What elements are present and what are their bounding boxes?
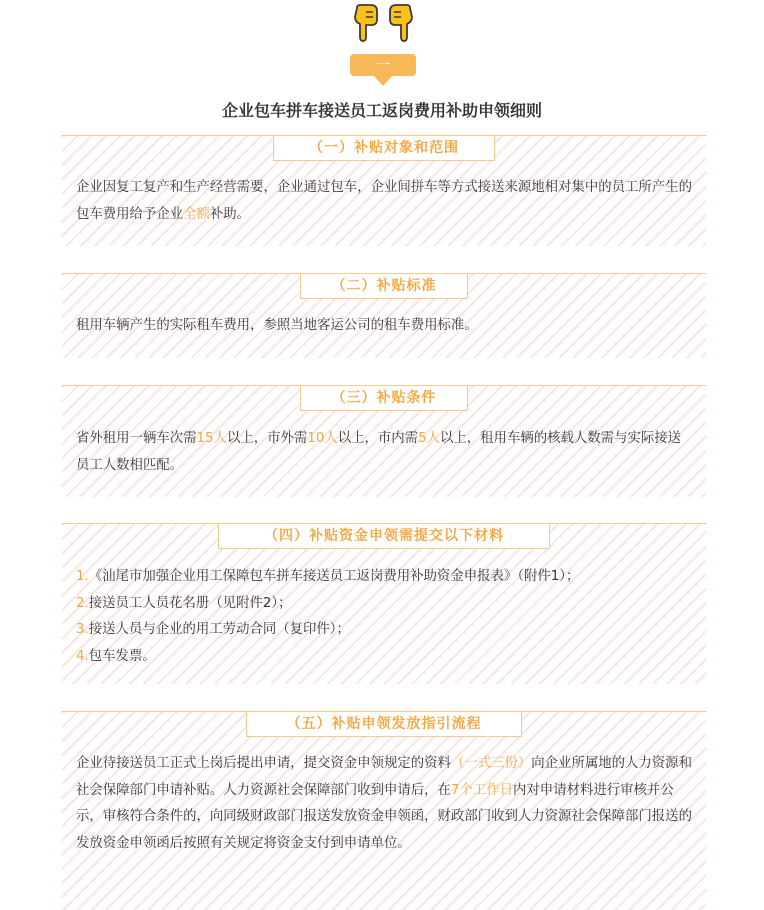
header-icons	[0, 4, 764, 44]
body-text-run: 企业待接送员工正式上岗后提出申请，提交资金申领规定的资料	[76, 756, 451, 771]
section-subsidy-standard	[62, 273, 706, 358]
section-body	[76, 426, 692, 479]
section-body	[76, 175, 692, 228]
section-subsidy-scope	[62, 135, 706, 246]
pointing-down-hand-icon	[351, 4, 381, 42]
section-body	[76, 751, 692, 857]
section-number-badge: 一	[350, 54, 416, 76]
body-text-run: 内对申请材料进行审核并公示，审核符合条件的，向同级财政部门报送发放资金申领函，财政部门收到人力资源社会保障部门报送的发放资金申领函后按照有关规定将资金支付到申请单位。	[76, 782, 692, 851]
list-item: 1.《汕尾市加强企业用工保障包车拼车接送员工返岗费用补助资金申报表》（附件1）；	[76, 569, 580, 584]
body-text-run: 租用车辆产生的实际租车费用，参照当地客运公司的租车费用标准。	[76, 318, 478, 333]
section-heading: （三）补贴条件	[300, 385, 468, 411]
highlight-text: （一式三份）	[450, 756, 532, 771]
section-heading: （四）补贴资金申领需提交以下材料	[218, 523, 550, 549]
section-body	[76, 313, 692, 340]
body-text-run: 以上，租用车辆的核载人数需与实际接送员工人数相匹配。	[76, 431, 682, 473]
highlight-text: 全额	[183, 206, 210, 222]
section-heading: （一）补贴对象和范围	[273, 135, 495, 161]
highlight-text: 15人	[196, 431, 227, 446]
section-heading: （五）补贴申领发放指引流程	[246, 711, 522, 737]
badge-pointer	[374, 76, 392, 86]
section-subsidy-conditions	[62, 385, 706, 497]
section-heading: （二）补贴标准	[300, 273, 468, 299]
body-text-run: 向企业所属地的人力资源和社会保障部门申请补贴。人力资源社会保障部门收到申请后，在	[76, 756, 692, 798]
list-item: 2.接送员工人员花名册（见附件2）；	[76, 595, 292, 611]
list-item: 3.接送人员与企业的用工劳动合同（复印件）；	[76, 622, 350, 637]
body-text-run: 补助。	[209, 206, 251, 222]
list-item: 4.包车发票。	[76, 648, 156, 664]
body-text-run: 以上，市内需	[337, 431, 419, 446]
body-text-run: 省外租用一辆车次需	[76, 431, 197, 446]
highlight-text: 7个工作日	[450, 782, 514, 798]
highlight-text: 5人	[418, 431, 440, 446]
body-text-run: 以上，市外需	[226, 431, 308, 446]
section-application-process	[62, 711, 706, 910]
pointing-down-hand-icon	[386, 4, 416, 42]
materials-list	[76, 564, 692, 670]
section-required-materials	[62, 523, 706, 684]
page-title: 企业包车拼车接送员工返岗费用补助申领细则	[221, 101, 542, 120]
body-text-run: 企业因复工复产和生产经营需要，企业通过包车，企业间拼车等方式接送来源地相对集中的员工所产生的包车费用给予企业	[76, 180, 692, 222]
highlight-text: 10人	[307, 431, 338, 446]
